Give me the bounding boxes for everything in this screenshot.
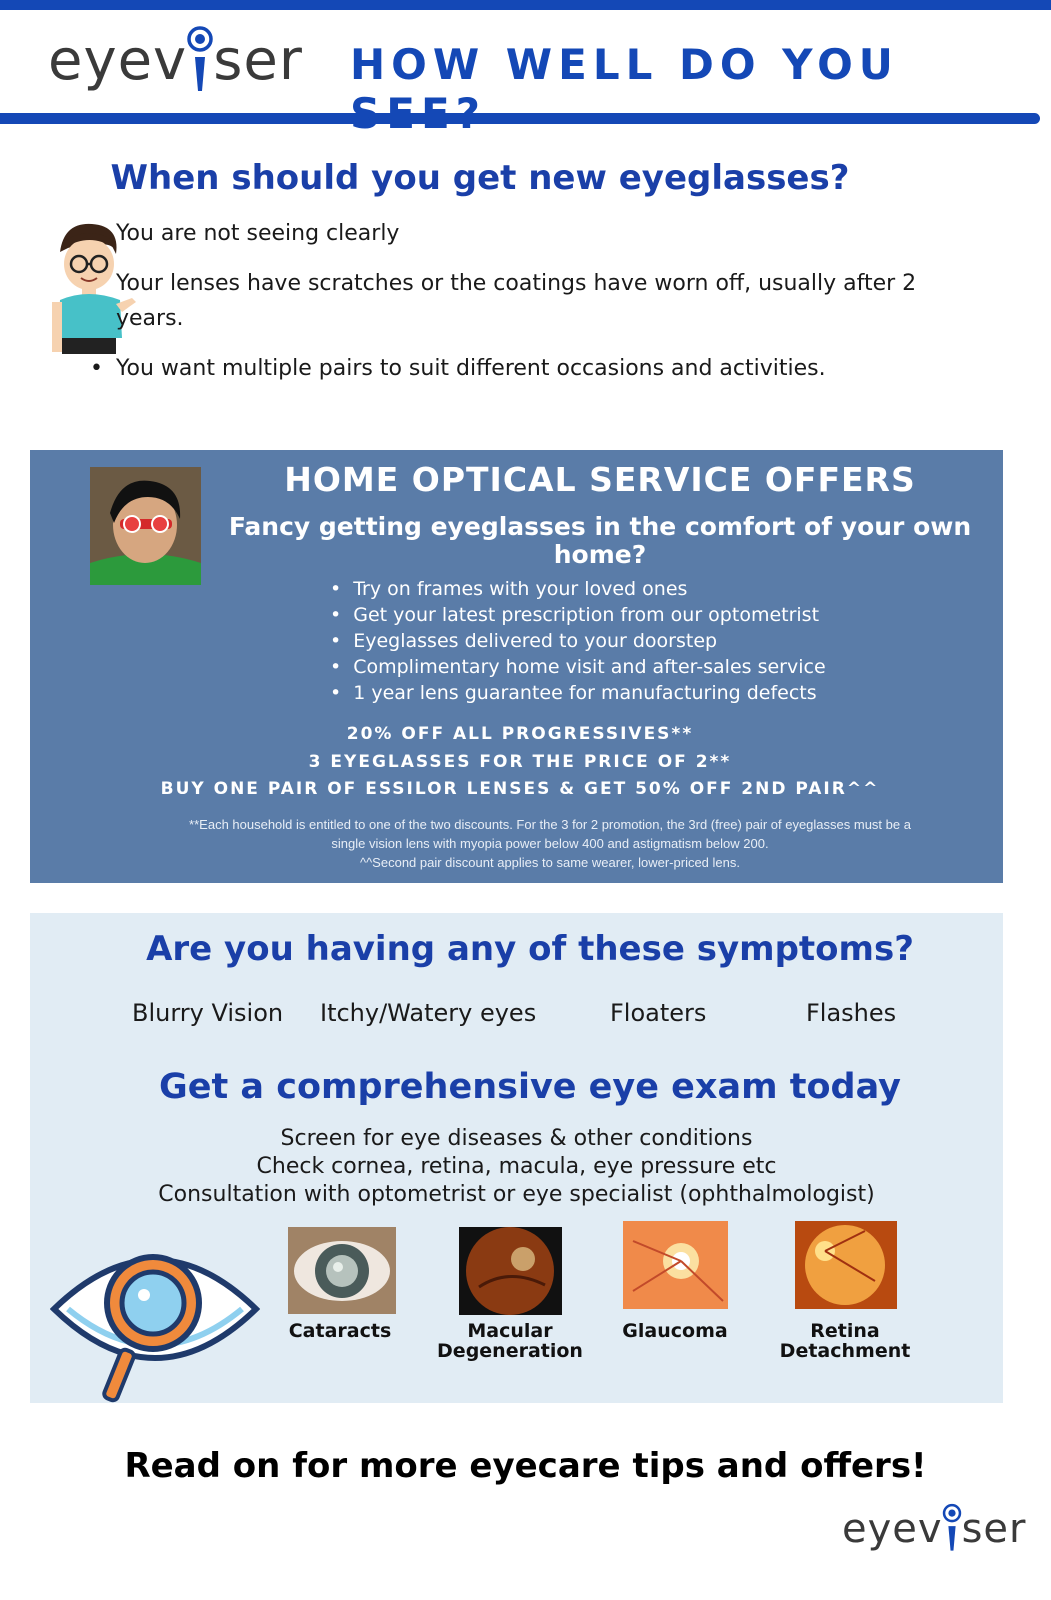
eyeglasses-item xyxy=(90,351,936,386)
condition-label-line: Macular xyxy=(467,1320,553,1342)
exam-title: Get a comprehensive eye exam today xyxy=(159,1067,901,1107)
condition-label-line: Cataracts xyxy=(288,1320,392,1342)
condition-label-line: Detachment xyxy=(779,1340,911,1362)
cataracts-image xyxy=(288,1227,396,1314)
condition-label-line: Glaucoma xyxy=(622,1320,728,1342)
fine-print-line: single vision lens with myopia power below 400 and astigmatism below 200. xyxy=(331,836,769,851)
symptom-item: Floaters xyxy=(610,999,707,1027)
retina-detachment-image xyxy=(795,1221,897,1309)
footer-cta: Read on for more eyecare tips and offers! xyxy=(124,1446,927,1486)
offer-benefit-item: • 1 year lens guarantee for manufacturing defects xyxy=(330,680,826,706)
fine-print xyxy=(110,815,990,872)
promo-line: BUY ONE PAIR OF ESSILOR LENSES & GET 50% OFF 2ND PAIR^^ xyxy=(160,779,880,799)
offer-benefit-item: • Try on frames with your loved ones xyxy=(330,576,826,602)
eyeglasses-item-text: You want multiple pairs to suit different occasions and activities. xyxy=(116,356,826,381)
condition-label-retina xyxy=(775,1321,915,1361)
macular-degeneration-image xyxy=(459,1227,562,1315)
logo-i-icon xyxy=(943,1512,962,1552)
header-top-bar xyxy=(0,0,1051,10)
offers-title: HOME OPTICAL SERVICE OFFERS xyxy=(284,460,916,499)
condition-label-line: Degeneration xyxy=(437,1340,583,1362)
logo-text-left: eyev xyxy=(48,28,188,93)
glaucoma-image xyxy=(623,1221,728,1309)
fine-print-line: ^^Second pair discount applies to same wearer, lower-priced lens. xyxy=(359,855,740,870)
condition-label-cataracts xyxy=(280,1321,400,1341)
home-optical-offers-panel xyxy=(30,450,1003,883)
offer-benefit-item: • Get your latest prescription from our optometrist xyxy=(330,602,826,628)
eye-magnifier-icon xyxy=(50,1231,260,1411)
fine-print-line: **Each household is entitled to one of the two discounts. For the 3 for 2 promotion, the 3rd (free) pair of eyeglasses must be a xyxy=(189,817,911,832)
eyeglasses-list xyxy=(90,216,936,386)
promo-line: 20% OFF ALL PROGRESSIVES** xyxy=(346,724,694,744)
symptom-item: Blurry Vision xyxy=(132,999,284,1027)
symptoms-panel xyxy=(30,913,1003,1403)
exam-line: Check cornea, retina, macula, eye pressure etc xyxy=(256,1154,777,1179)
footer-logo xyxy=(842,1506,1026,1552)
condition-label-macular xyxy=(435,1321,585,1361)
offers-subtitle-line2: home? xyxy=(553,540,647,569)
page-headline: HOW WELL DO YOU SEE? xyxy=(350,40,899,138)
logo-i-icon xyxy=(187,37,213,93)
offer-benefit-item: • Eyeglasses delivered to your doorstep xyxy=(330,628,826,654)
bullet-dot-icon: • xyxy=(90,356,103,381)
eyeglasses-title: When should you get new eyeglasses? xyxy=(110,158,850,198)
exam-description xyxy=(30,1125,1003,1209)
exam-line: Screen for eye diseases & other conditions xyxy=(280,1126,753,1151)
symptom-item: Itchy/Watery eyes xyxy=(320,999,537,1027)
logo-text-left: eyev xyxy=(842,1506,943,1552)
eyeglasses-item: Your lenses have scratches or the coatings have worn off, usually after 2 years. xyxy=(116,271,917,331)
customer-photo xyxy=(90,467,201,585)
logo-text-right: ser xyxy=(961,1506,1027,1552)
symptoms-title: Are you having any of these symptoms? xyxy=(146,929,914,969)
condition-label-glaucoma xyxy=(615,1321,735,1341)
header-logo xyxy=(48,28,303,93)
offers-benefits-list xyxy=(330,576,826,706)
offer-benefit-item: • Complimentary home visit and after-sales service xyxy=(330,654,826,680)
promo-line: 3 EYEGLASSES FOR THE PRICE OF 2** xyxy=(308,752,732,772)
condition-label-line: Retina xyxy=(810,1320,880,1342)
exam-line: Consultation with optometrist or eye specialist (ophthalmologist) xyxy=(158,1182,875,1207)
symptom-item: Flashes xyxy=(806,999,897,1027)
logo-text-right: ser xyxy=(213,28,303,93)
eyeglasses-item: You are not seeing clearly xyxy=(116,221,400,246)
offers-subtitle-line1: Fancy getting eyeglasses in the comfort of your own xyxy=(228,512,972,541)
